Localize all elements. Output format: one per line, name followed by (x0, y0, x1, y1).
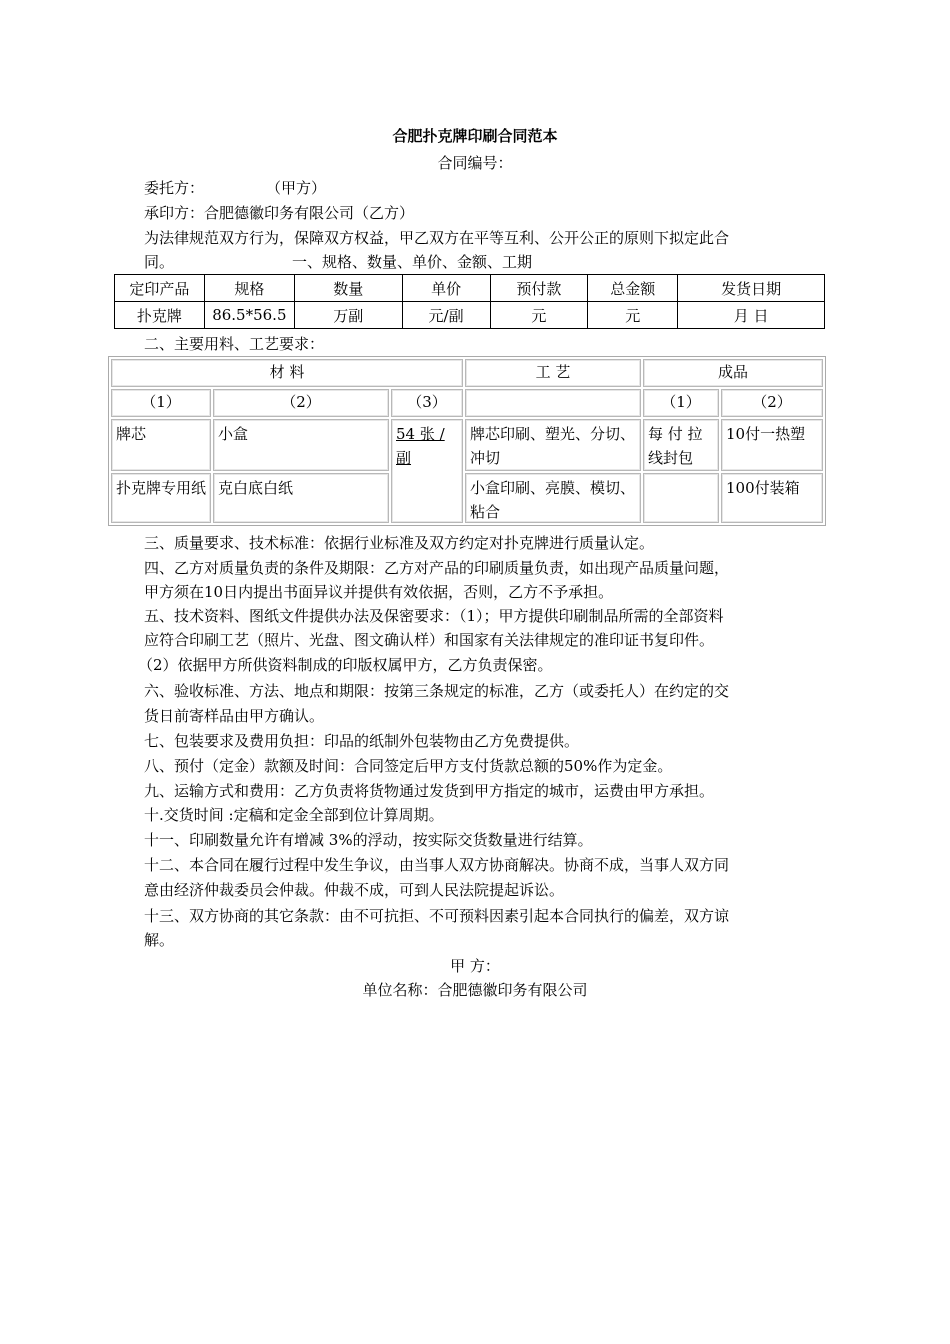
clause-line: 九、运输方式和费用：乙方负责将货物通过发货到甲方指定的城市，运费由甲方承担。 (144, 782, 715, 800)
table-row (115, 302, 825, 329)
section-2-heading: 二、主要用料、工艺要求： (144, 335, 325, 353)
craft-header: 工 艺 (465, 359, 641, 387)
document-title: 合肥扑克牌印刷合同范本 (392, 127, 558, 145)
clause-line: （2）依据甲方所供资料制成的印版权属甲方，乙方负责保密。 (138, 656, 553, 674)
header-cell: 发货日期 (678, 275, 825, 302)
printer-line: 承印方：合肥德徽印务有限公司（乙方） (144, 204, 415, 222)
intro-line-2 (144, 250, 814, 274)
header-cell: 总金额 (588, 275, 678, 302)
table-cell: 元/副 (402, 302, 490, 329)
clause-line: 十.交货时间 :定稿和定金全部到位计算周期。 (144, 806, 444, 824)
clause-line: 四、乙方对质量负责的条件及期限：乙方对产品的印刷质量负责，如出现产品质量问题， (144, 559, 730, 577)
client-label: 委托方： (144, 179, 205, 197)
contract-number: 合同编号： (437, 154, 513, 172)
table-cell: 86.5*56.5 (204, 302, 294, 329)
clause-line: 意由经济仲裁委员会仲裁。仲裁不成，可到人民法院提起诉讼。 (144, 881, 565, 899)
table-cell: 每 付 拉 线封包 (643, 419, 719, 471)
section-1-heading: 一、规格、数量、单价、金额、工期 (292, 253, 533, 271)
intro-line-1: 为法律规范双方行为，保障双方权益，甲乙双方在平等互利、公开公正的原则下拟定此合 (144, 229, 730, 247)
header-cell: 单价 (402, 275, 490, 302)
header-cell: 预付款 (490, 275, 588, 302)
table-cell: 月 日 (678, 302, 825, 329)
intro-end: 同。 (144, 253, 175, 271)
table-cell: 克白底白纸 (213, 473, 389, 523)
clause-line: 十三、双方协商的其它条款：由不可抗拒、不可预料因素引起本合同执行的偏差，双方谅 (144, 907, 730, 925)
table-cell: 小盒 (213, 419, 389, 471)
unit-name: 单位名称：合肥德徽印务有限公司 (362, 981, 588, 999)
clause-line: 五、技术资料、图纸文件提供办法及保密要求：（1）；甲方提供印刷制品所需的全部资料 (144, 607, 724, 625)
product-col-1: （1） (643, 389, 719, 417)
clause-line: 十一、印刷数量允许有增减 3%的浮动，按实际交货数量进行结算。 (144, 831, 593, 849)
header-cell: 规格 (204, 275, 294, 302)
table-cell: 元 (490, 302, 588, 329)
table-cell: 小盒印刷、亮膜、模切、粘合 (465, 473, 641, 523)
product-header: 成品 (643, 359, 823, 387)
material-header: 材 料 (111, 359, 463, 387)
material-col-2: （2） (213, 389, 389, 417)
header-cell: 定印产品 (115, 275, 205, 302)
table-cell: 万副 (294, 302, 402, 329)
clause-line: 甲方须在10日内提出书面异议并提供有效依据，否则，乙方不予承担。 (144, 583, 614, 601)
clause-line: 三、质量要求、技术标准：依据行业标准及双方约定对扑克牌进行质量认定。 (144, 534, 655, 552)
product-col-2: （2） (721, 389, 823, 417)
material-col-1: （1） (111, 389, 211, 417)
client-line (144, 176, 814, 200)
party-a-label: 甲 方： (450, 957, 500, 975)
table-cell: 元 (588, 302, 678, 329)
table-cell: 牌芯 (111, 419, 211, 471)
table-cell (643, 473, 719, 523)
craft-col-blank (465, 389, 641, 417)
materials-table (108, 356, 826, 526)
header-cell: 数量 (294, 275, 402, 302)
table-cell: 扑克牌 (115, 302, 205, 329)
clause-line: 货日前寄样品由甲方确认。 (144, 707, 325, 725)
client-party: （甲方） (266, 179, 327, 197)
clause-line: 应符合印刷工艺（照片、光盘、图文确认样）和国家有关法律规定的准印证书复印件。 (144, 631, 715, 649)
clause-line: 解。 (144, 931, 175, 949)
table-header-row (115, 275, 825, 302)
table-cell: 牌芯印刷、塑光、分切、冲切 (465, 419, 641, 471)
table-cell: 10付一热塑 (721, 419, 823, 471)
material-col-3: （3） (391, 389, 463, 417)
table-cell (391, 419, 463, 523)
spec-table (114, 274, 825, 329)
table-cell: 扑克牌专用纸 (111, 473, 211, 523)
clause-line: 八、预付（定金）款额及时间：合同签定后甲方支付货款总额的50%作为定金。 (144, 757, 673, 775)
clause-line: 七、包装要求及费用负担：印品的纸制外包装物由乙方免费提供。 (144, 732, 580, 750)
clause-line: 六、验收标准、方法、地点和期限：按第三条规定的标准，乙方（或委托人）在约定的交 (144, 682, 730, 700)
sheets-per-deck: 54 张 / 副 (396, 425, 445, 467)
clause-line: 十二、本合同在履行过程中发生争议，由当事人双方协商解决。协商不成，当事人双方同 (144, 856, 730, 874)
table-cell: 100付装箱 (721, 473, 823, 523)
